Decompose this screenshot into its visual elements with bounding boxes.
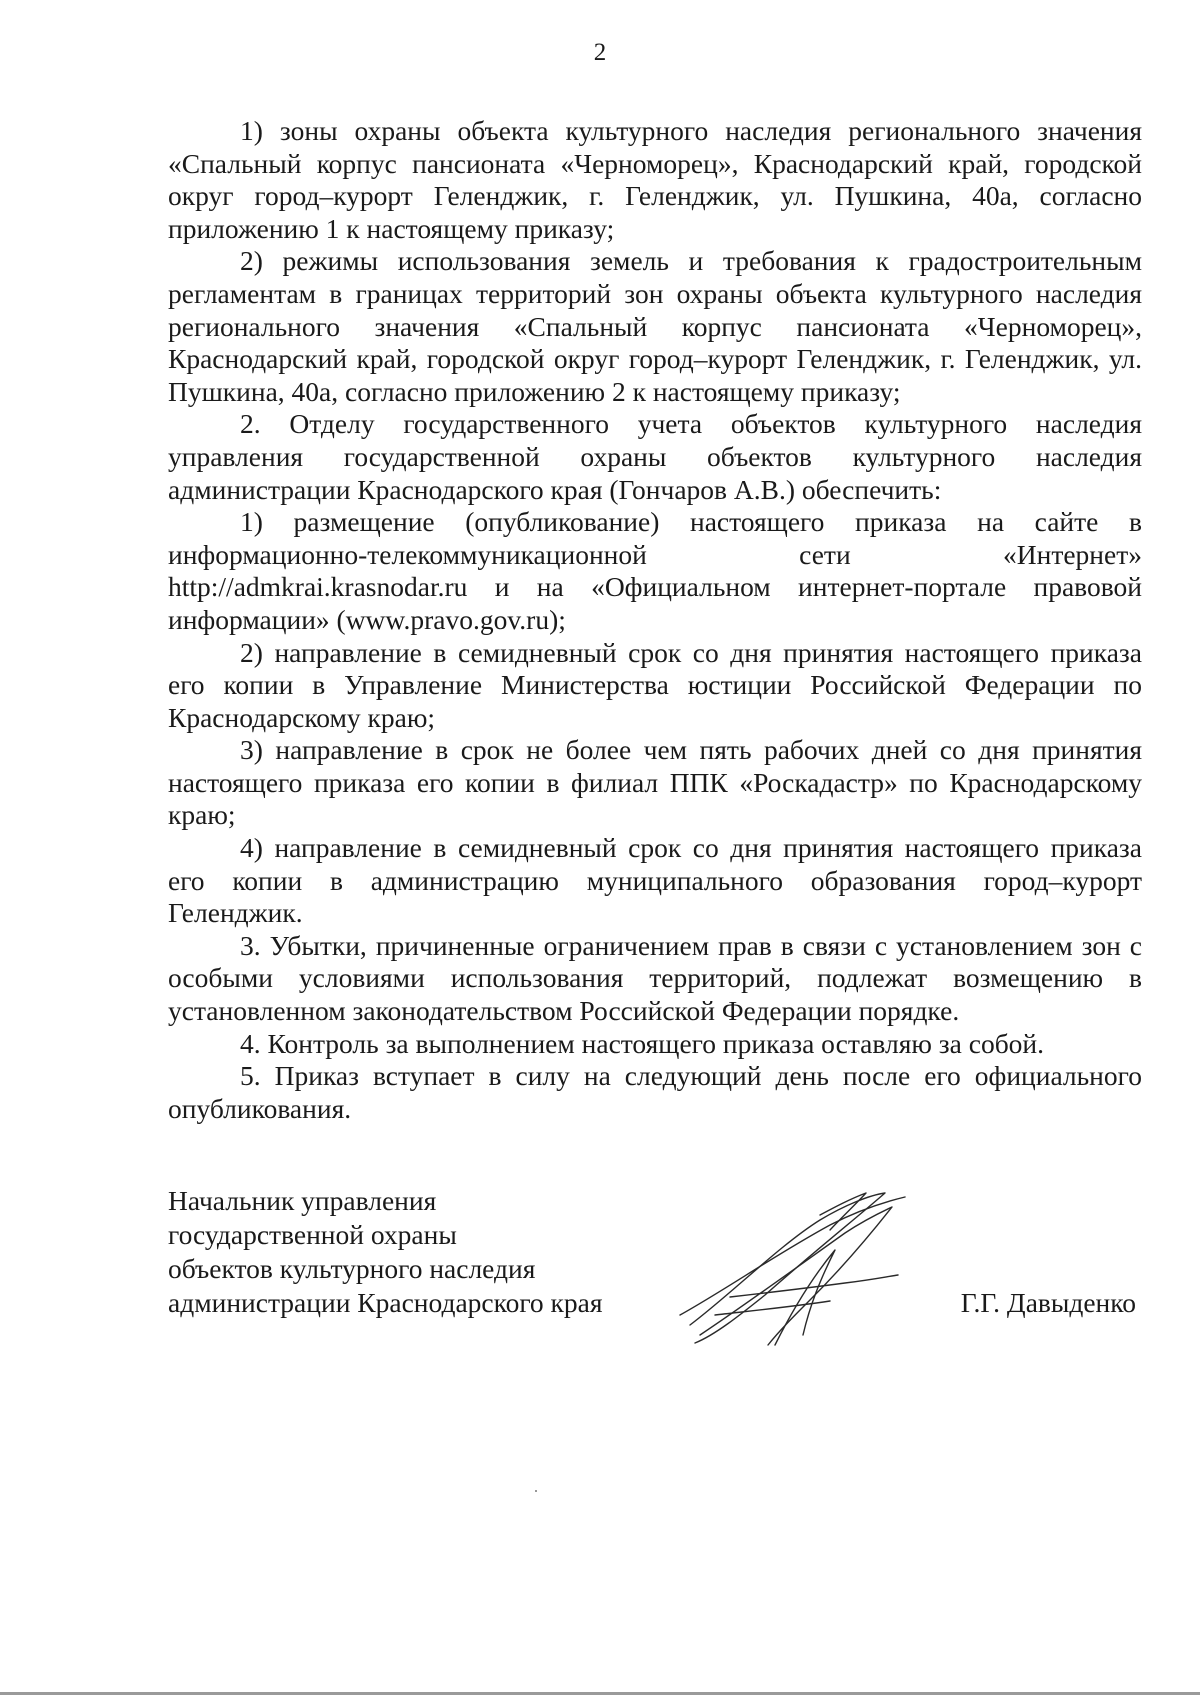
paragraph-item-3-losses: 3. Убытки, причиненные ограничением прав в связи с установлением зон с особыми условиями использования территорий, подлежат возмещению в установленном законодательством Российской Федерации порядке. xyxy=(168,929,1142,1027)
scan-speck xyxy=(535,1490,537,1492)
document-body xyxy=(168,115,1142,1125)
paragraph-roskadastr: 3) направление в срок не более чем пять рабочих дней со дня принятия настоящего приказа его копии в филиал ППК «Роскадастр» по Краснодарскому краю; xyxy=(168,734,1142,831)
handwritten-signature xyxy=(670,1185,920,1350)
scan-edge-line xyxy=(0,1692,1200,1695)
paragraph-publication: 1) размещение (опубликование) настоящего приказа на сайте в информационно-телекоммуникационной сети «Интернет» http://admkrai.krasnodar.ru и на «Официальном интернет-портале правовой информации» (www.pravo.gov.ru); xyxy=(168,506,1142,635)
signatory-position-line: Начальник управления xyxy=(168,1185,437,1216)
paragraph-land-use-regimes: 2) режимы использования земель и требования к градостроительным регламентам в границах территорий зон охраны объекта культурного наследия регионального значения «Спальный корпус пансионата «Черноморец», Краснодарский край, городской округ город–курорт Геленджик, г. Геленджик, ул. Пушкина, 40а, согласно приложению 2 к настоящему приказу; xyxy=(168,245,1142,407)
paragraph-item-5-entry-into-force: 5. Приказ вступает в силу на следующий день после его официального опубликования. xyxy=(168,1060,1142,1124)
page-number: 2 xyxy=(593,39,607,66)
paragraph-municipal-administration: 4) направление в семидневный срок со дня принятия настоящего приказа его копии в администрацию муниципального образования город–курорт Геленджик. xyxy=(168,832,1142,929)
signatory-position-line: объектов культурного наследия xyxy=(168,1253,536,1284)
signatory-position-line: администрации Краснодарского края xyxy=(168,1287,603,1318)
signature-block xyxy=(168,1184,1142,1344)
paragraph-ministry-of-justice: 2) направление в семидневный срок со дня принятия настоящего приказа его копии в Управление Министерства юстиции Российской Федерации по Краснодарскому краю; xyxy=(168,636,1142,733)
paragraph-item-4-control: 4. Контроль за выполнением настоящего приказа оставляю за собой. xyxy=(240,1027,1045,1059)
signatory-position-line: государственной охраны xyxy=(168,1219,457,1250)
signatory-name: Г.Г. Давыденко xyxy=(960,1287,1136,1318)
paragraph-zones-of-protection: 1) зоны охраны объекта культурного наследия регионального значения «Спальный корпус пансионата «Черноморец», Краснодарский край, городской округ город–курорт Геленджик, г. Геленджик, ул. Пушкина, 40а, согласно приложению 1 к настоящему приказу; xyxy=(168,115,1142,244)
signatory-position xyxy=(168,1184,603,1320)
paragraph-item-2-department: 2. Отделу государственного учета объектов культурного наследия управления государственной охраны объектов культурного наследия администрации Краснодарского края (Гончаров А.В.) обеспечить: xyxy=(168,408,1142,505)
